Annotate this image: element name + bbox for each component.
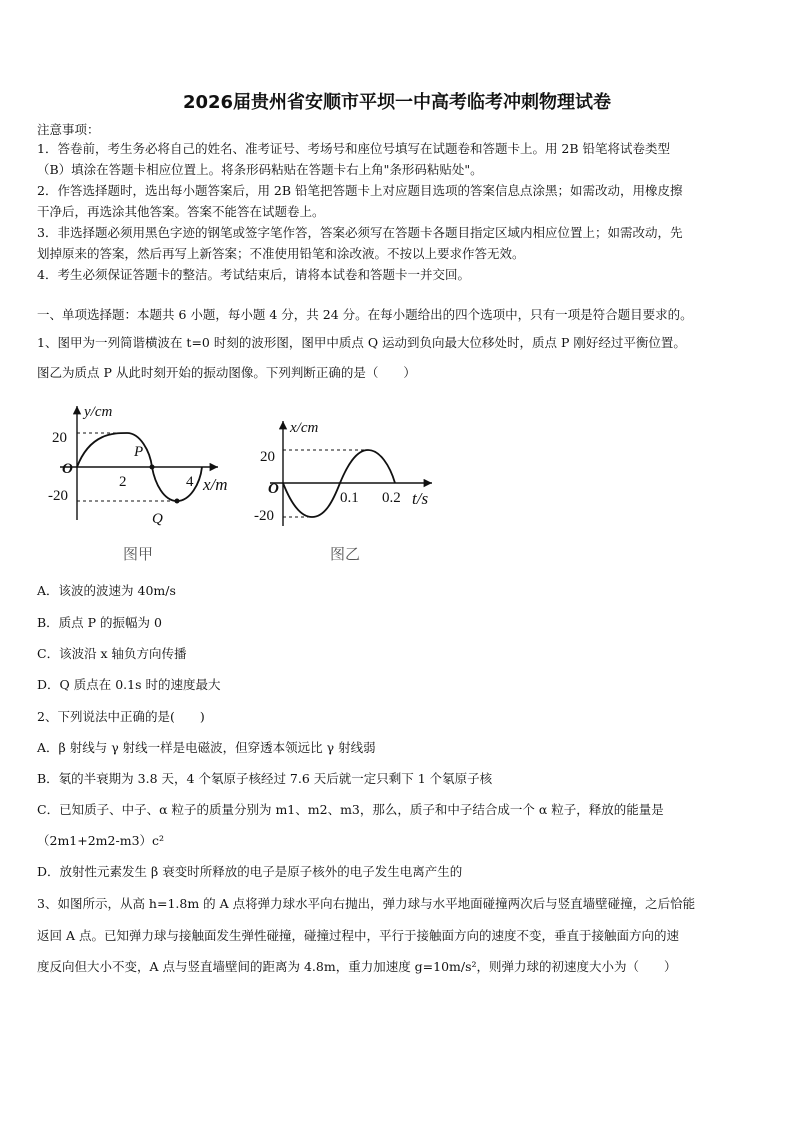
q2-stem: 2、下列说法中正确的是( ): [37, 709, 205, 724]
fig-b-yneg: -20: [254, 508, 274, 524]
fig-b-xtick1: 0.1: [340, 490, 359, 506]
fig-b-xlabel: t/s: [412, 489, 429, 508]
fig-b-origin: O: [268, 481, 279, 497]
label-p: P: [134, 444, 144, 460]
fig-a-caption: 图甲: [123, 545, 154, 563]
page-title: 2026届贵州省安顺市平坝一中高考临考冲刺物理试卷: [182, 92, 612, 113]
notice-line-4: 干净后，再选涂其他答案。答案不能答在试题卷上。: [37, 204, 325, 219]
q1-stem-1: 1、图甲为一列简谐横波在 t=0 时刻的波形图，图甲中质点 Q 运动到负向最大位移处时，质点 P 刚好经过平衡位置。: [37, 335, 686, 350]
q1-option-b: B．质点 P 的振幅为 0: [37, 615, 162, 630]
notice-line-7: 4．考生必须保证答题卡的整洁。考试结束后，请将本试卷和答题卡一并交回。: [37, 267, 470, 282]
fig-a-xtick1: 2: [119, 474, 127, 490]
fig-a-ypos: 20: [52, 430, 67, 446]
figure-a: [48, 404, 228, 527]
q3-line-2: 返回 A 点。已知弹力球与接触面发生弹性碰撞，碰撞过程中，平行于接触面方向的速度不变，垂直于接触面方向的速: [37, 928, 679, 943]
label-q: Q: [152, 511, 163, 527]
notice-line-5: 3．非选择题必须用黑色字迹的钢笔或签字笔作答，答案必须写在答题卡各题目指定区域内相应位置上；如需改动，先: [37, 225, 683, 240]
q2-option-a: A．β 射线与 γ 射线一样是电磁波，但穿透本领远比 γ 射线弱: [37, 740, 376, 755]
q2-option-c-2: （2m1+2m2-m3）c²: [37, 833, 165, 848]
q1-stem-2: 图乙为质点 P 从此时刻开始的振动图像。下列判断正确的是（ ）: [37, 365, 416, 380]
q1-option-a: A．该波的波速为 40m/s: [37, 583, 176, 598]
q3-line-3: 度反向但大小不变，A 点与竖直墙壁间的距离为 4.8m，重力加速度 g=10m/s²，则弹力球的初速度大小为（ ）: [37, 959, 677, 974]
notice-line-3: 2．作答选择题时，选出每小题答案后，用 2B 铅笔把答题卡上对应题目选项的答案信息点涂黑；如需改动，用橡皮擦: [37, 183, 683, 198]
q1-option-c: C．该波沿 x 轴负方向传播: [37, 646, 187, 661]
fig-b-ypos: 20: [260, 449, 275, 465]
fig-a-origin: O: [62, 461, 73, 477]
notice-line-2: （B）填涂在答题卡相应位置上。将条形码粘贴在答题卡右上角"条形码粘贴处"。: [37, 162, 483, 177]
fig-a-xlabel: x/m: [203, 475, 228, 494]
q2-option-b: B．氡的半衰期为 3.8 天，4 个氡原子核经过 7.6 天后就一定只剩下 1 个氡原子核: [37, 771, 493, 786]
fig-a-xtick2: 4: [186, 474, 194, 490]
fig-a-yneg: -20: [48, 488, 68, 504]
q1-figures: [40, 396, 460, 571]
q2-option-c-1: C．已知质子、中子、α 粒子的质量分别为 m1、m2、m3，那么，质子和中子结合成一个 α 粒子，释放的能量是: [37, 802, 664, 817]
figure-b: [254, 420, 432, 526]
notice-line-6: 划掉原来的答案，然后再写上新答案；不准使用铅笔和涂改液。不按以上要求作答无效。: [37, 246, 525, 261]
point-p: [150, 465, 155, 470]
q1-option-d: D．Q 质点在 0.1s 时的速度最大: [37, 677, 221, 692]
q2-option-d: D．放射性元素发生 β 衰变时所释放的电子是原子核外的电子发生电离产生的: [37, 864, 463, 879]
point-q: [175, 499, 180, 504]
notice-line-1: 1．答卷前，考生务必将自己的姓名、准考证号、考场号和座位号填写在试题卷和答题卡上。用 2B 铅笔将试卷类型: [37, 141, 671, 156]
q3-line-1: 3、如图所示，从高 h=1.8m 的 A 点将弹力球水平向右抛出，弹力球与水平地面碰撞两次后与竖直墙壁碰撞，之后恰能: [37, 896, 696, 911]
fig-b-caption: 图乙: [330, 545, 361, 563]
fig-b-xtick2: 0.2: [382, 490, 401, 506]
notice-heading: 注意事项：: [37, 122, 100, 137]
fig-a-ylabel: y/cm: [84, 404, 113, 420]
section-heading: 一、单项选择题：本题共 6 小题，每小题 4 分，共 24 分。在每小题给出的四个选项中，只有一项是符合题目要求的。: [37, 307, 693, 322]
fig-b-ylabel: x/cm: [290, 420, 319, 436]
